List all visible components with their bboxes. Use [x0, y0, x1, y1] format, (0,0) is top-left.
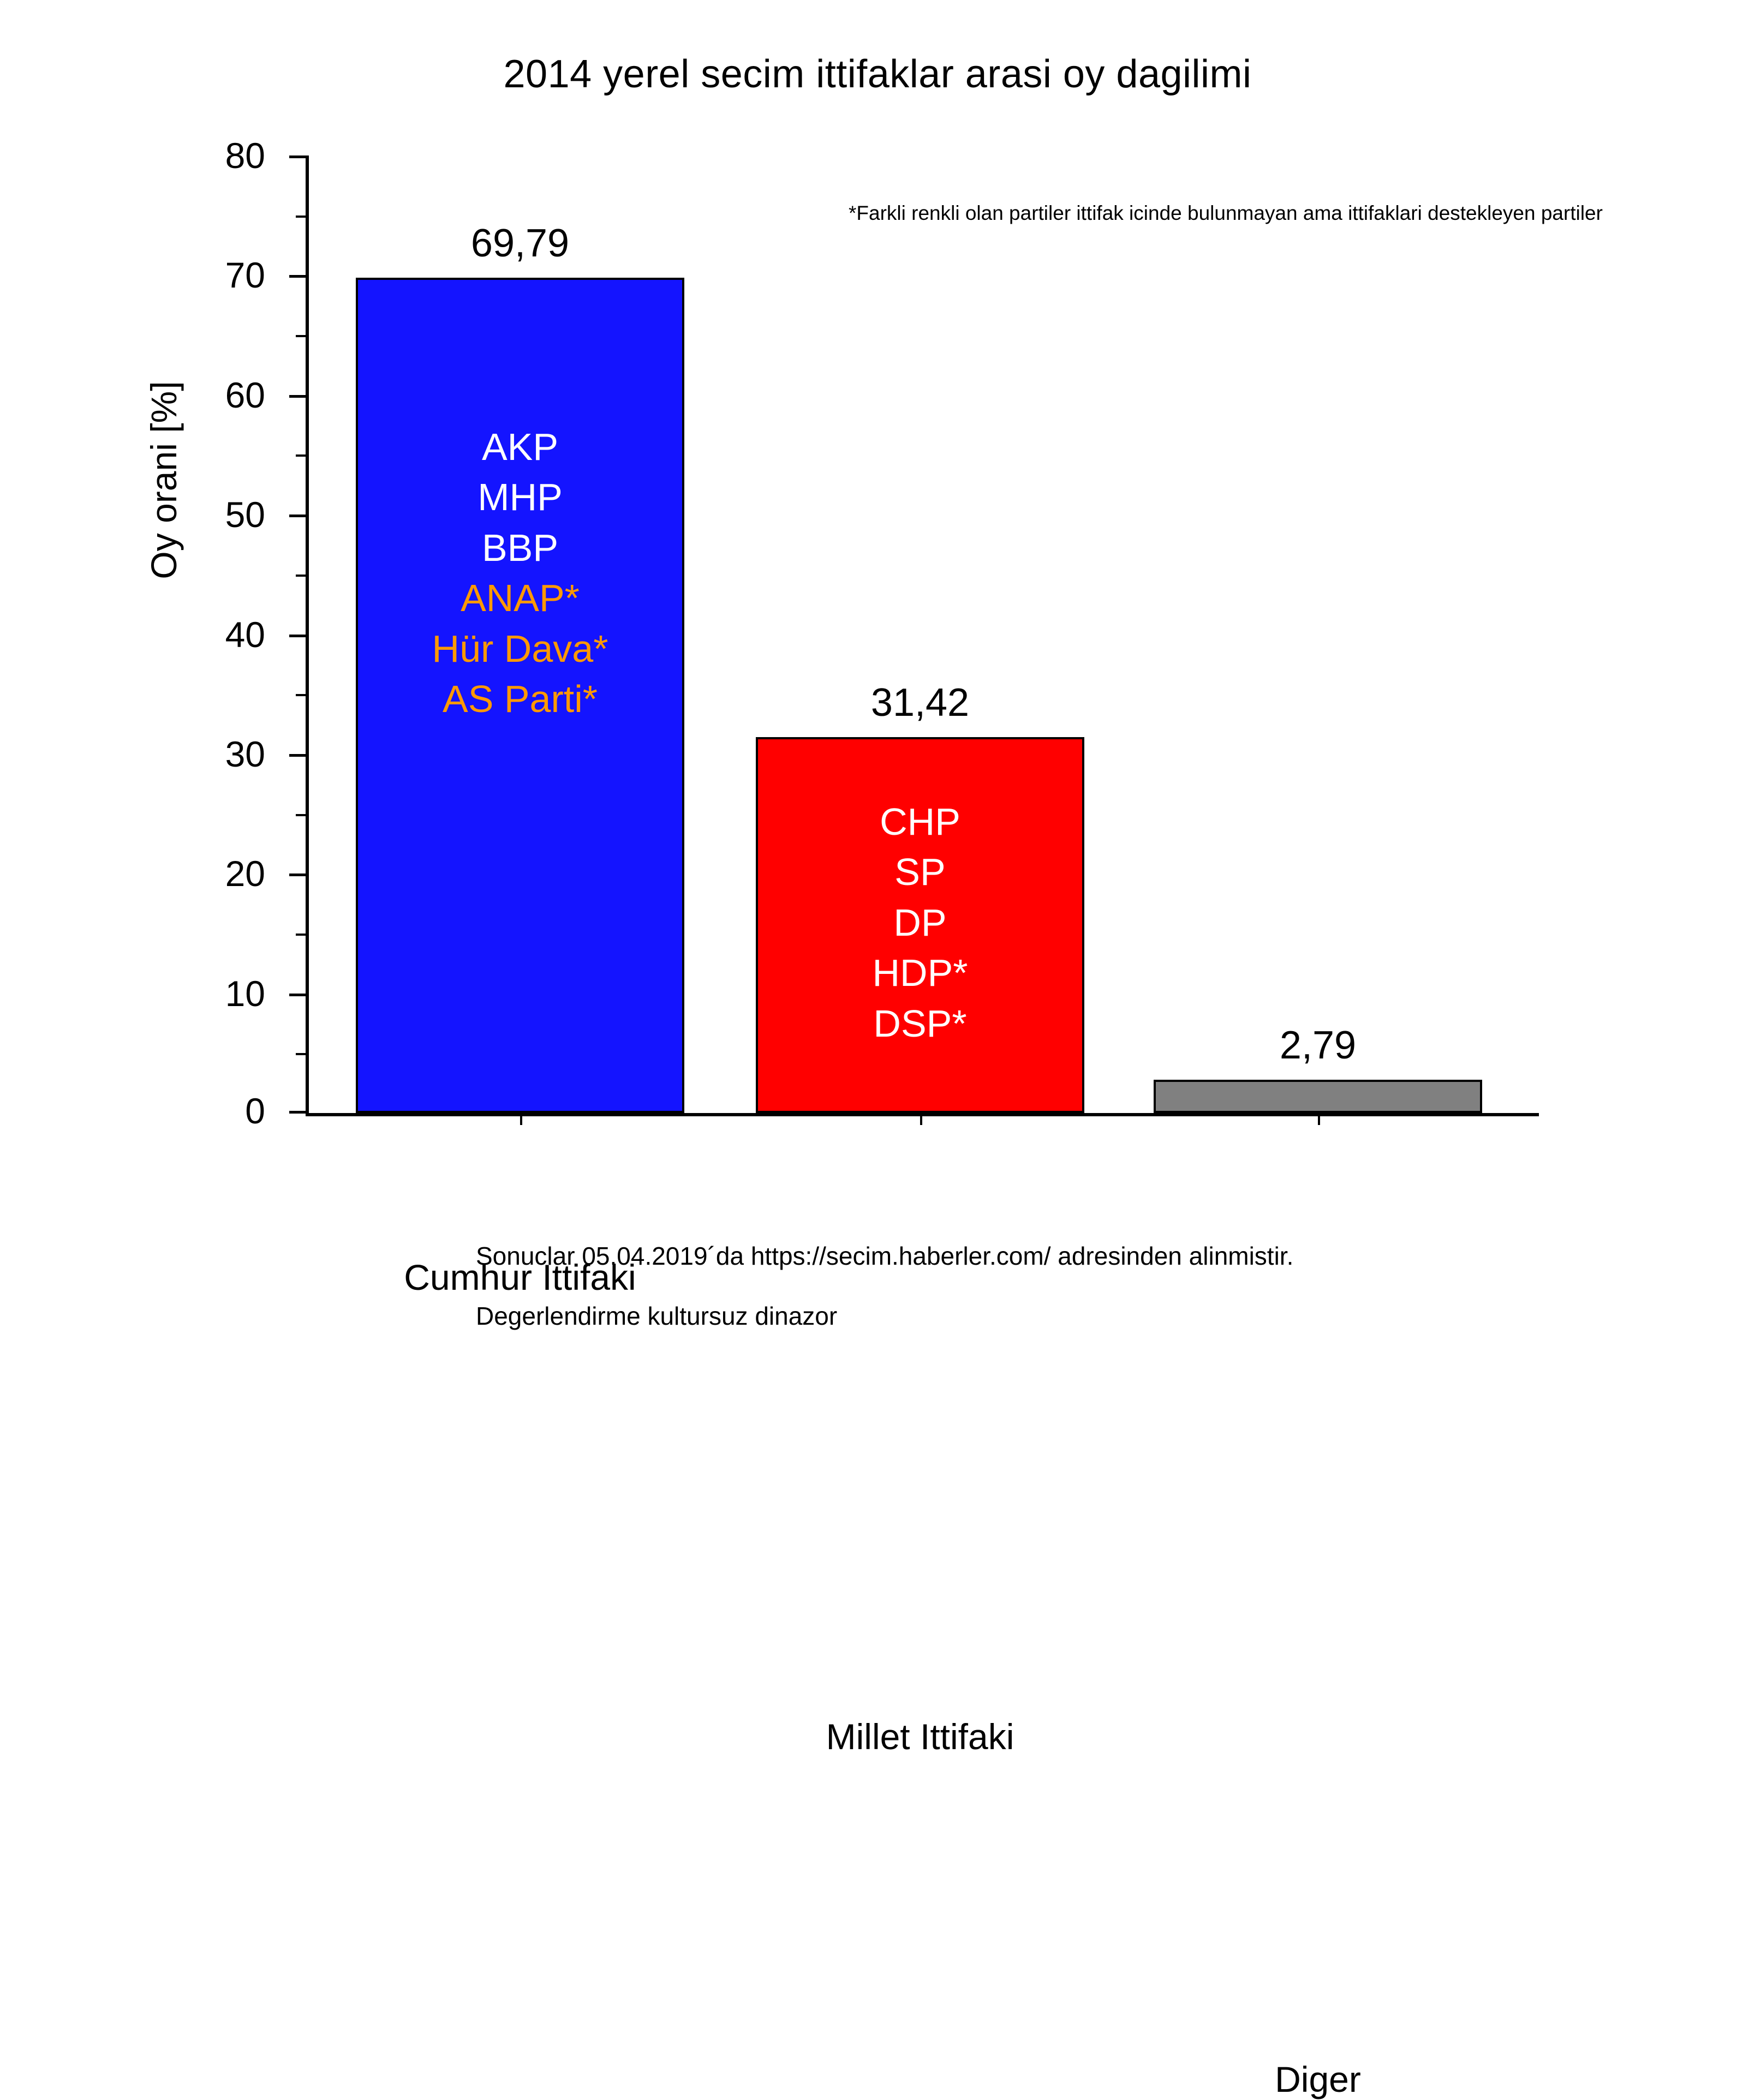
y-tick-minor-5 — [296, 1053, 306, 1055]
y-tick-label-60: 60 — [225, 374, 265, 415]
party-bbp: BBP — [481, 526, 559, 569]
y-tick-label-50: 50 — [225, 494, 265, 535]
party-akp: AKP — [481, 426, 559, 468]
bar-parties-cumhur — [358, 422, 682, 724]
bar-value-cumhur: 69,79 — [470, 222, 570, 265]
footnote-annotation: *Farkli renkli olan partiler ittifak icinde bulunmayan ama ittifaklari destekleyen partiler — [849, 202, 1603, 224]
party-anap: ANAP* — [461, 577, 580, 620]
y-tick-minor-15 — [296, 934, 306, 936]
party-mhp: MHP — [477, 476, 563, 519]
x-label-diger: Diger — [1275, 2059, 1361, 2099]
y-tick-minor-25 — [296, 814, 306, 816]
chart-title: 2014 yerel secim ittifaklar arasi oy dagilimi — [503, 52, 1252, 96]
bar-diger[interactable] — [1154, 1024, 1482, 2099]
y-axis-line — [306, 155, 309, 1113]
party-dp: DP — [893, 901, 947, 944]
bar-millet-ittifaki[interactable] — [756, 681, 1084, 1757]
y-tick-70 — [225, 255, 306, 296]
party-dsp: DSP* — [873, 1002, 967, 1045]
party-as-parti: AS Parti* — [443, 677, 598, 720]
y-tick-20 — [225, 853, 306, 894]
bar-parties-millet — [758, 797, 1082, 1049]
party-sp: SP — [894, 851, 946, 894]
y-tick-60 — [225, 374, 306, 415]
y-tick-minor-35 — [296, 694, 306, 696]
party-hdp: HDP* — [872, 952, 968, 995]
x-tick-cumhur — [520, 1113, 522, 1125]
bar-value-diger: 2,79 — [1279, 1024, 1357, 1067]
source-caption: Sonuclar 05.04.2019´da https://secim.haberler.com/ adresinden alinmistir. — [476, 1242, 1294, 1270]
x-tick-diger — [1318, 1113, 1320, 1125]
x-tick-millet — [920, 1113, 922, 1125]
y-tick-minor-45 — [296, 575, 306, 577]
x-axis-line — [306, 1113, 1539, 1116]
bar-value-millet: 31,42 — [870, 681, 970, 725]
x-label-cumhur: Cumhur Ittifaki — [404, 1257, 636, 1297]
y-tick-minor-55 — [296, 454, 306, 457]
y-tick-10 — [225, 973, 306, 1014]
y-axis-title: Oy orani [%] — [144, 381, 184, 579]
y-tick-80 — [225, 135, 306, 176]
y-tick-label-40: 40 — [225, 614, 265, 655]
bar-cumhur-ittifaki[interactable] — [356, 222, 684, 1297]
y-tick-0 — [245, 1091, 306, 1131]
y-tick-label-10: 10 — [225, 973, 265, 1014]
y-tick-label-20: 20 — [225, 853, 265, 894]
y-tick-minor-65 — [296, 335, 306, 337]
author-caption: Degerlendirme kultursuz dinazor — [476, 1302, 838, 1330]
y-tick-30 — [225, 733, 306, 774]
y-tick-50 — [225, 494, 306, 535]
y-tick-minor-75 — [296, 216, 306, 218]
party-hur-dava: Hür Dava* — [432, 627, 608, 670]
y-tick-label-30: 30 — [225, 733, 265, 774]
y-tick-label-0: 0 — [245, 1091, 265, 1131]
y-tick-40 — [225, 614, 306, 655]
x-label-millet: Millet Ittifaki — [826, 1716, 1014, 1757]
party-chp: CHP — [880, 800, 960, 843]
y-tick-label-80: 80 — [225, 135, 265, 176]
y-tick-label-70: 70 — [225, 255, 265, 296]
